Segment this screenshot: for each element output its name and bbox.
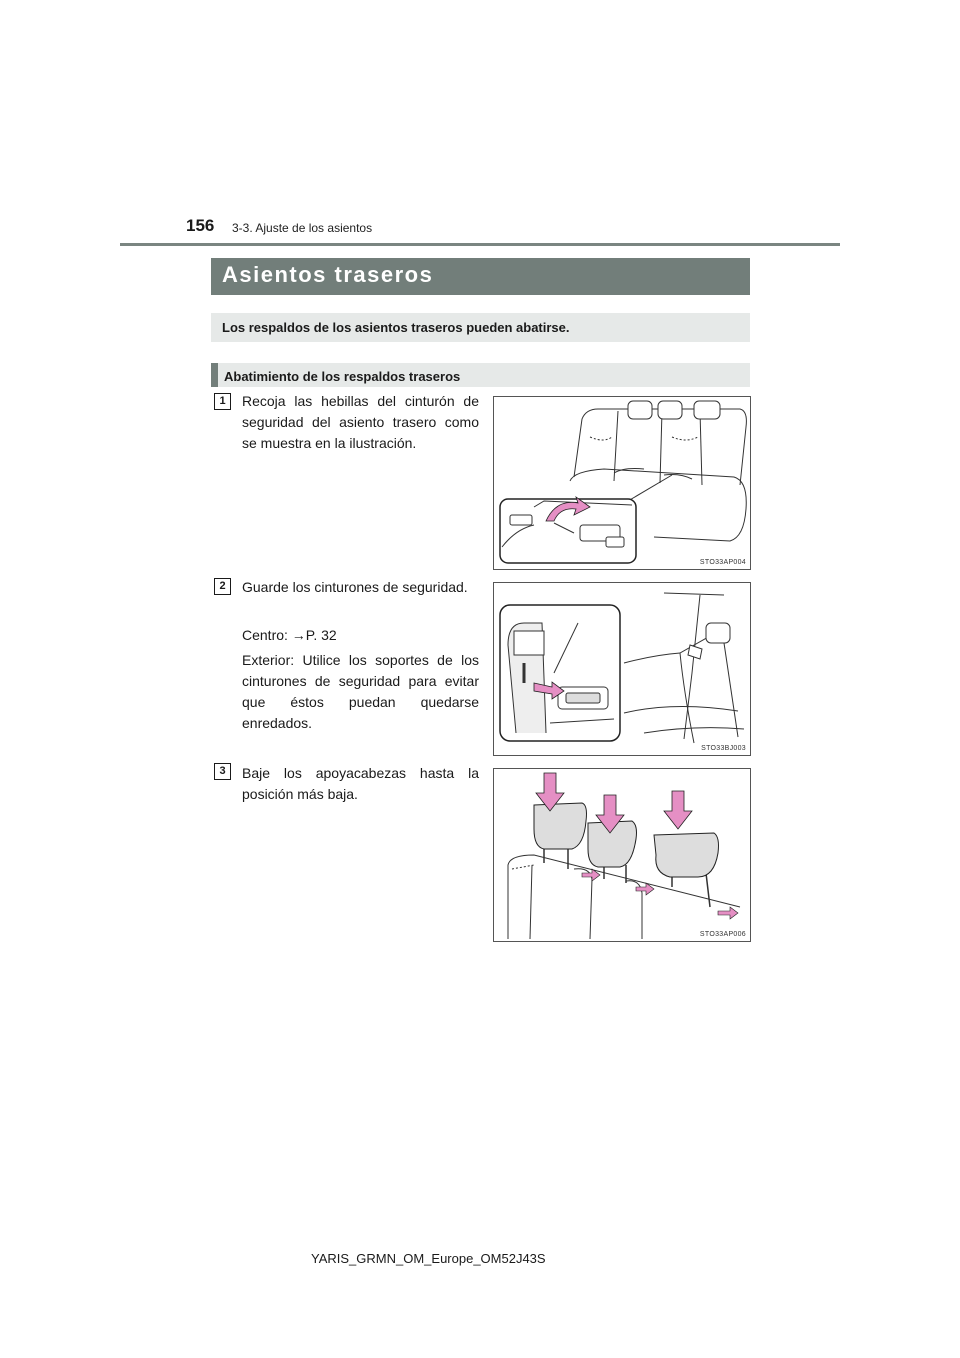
down-arrow-icon xyxy=(664,791,692,829)
headrest-illustration xyxy=(494,769,750,941)
footer-document-id: YARIS_GRMN_OM_Europe_OM52J43S xyxy=(311,1251,546,1266)
step-2-exterior-text: Exterior: Utilice los soportes de los cinturones de seguridad para evitar que éstos puedan quedarse enredados. xyxy=(242,652,479,731)
page-number: 156 xyxy=(186,216,215,235)
figure-belt-holders xyxy=(493,582,751,756)
step-2-text: Guarde los cinturones de seguridad. xyxy=(242,579,468,595)
intro-text: Los respaldos de los asientos traseros pueden abatirse. xyxy=(222,320,570,335)
subheading: Abatimiento de los respaldos traseros xyxy=(224,369,461,384)
step-3-text: Baje los apoyacabezas hasta la posición más baja. xyxy=(242,765,479,802)
step-number-2: 2 xyxy=(214,578,231,595)
belt-holder-illustration xyxy=(494,583,750,755)
step-2-center-ref: Centro: →P. 32 xyxy=(242,627,337,643)
figure-lower-headrests xyxy=(493,768,751,942)
rear-seat-illustration xyxy=(494,397,750,569)
figure-code: STO33AP006 xyxy=(699,931,746,938)
figure-code: STO33BJ003 xyxy=(701,745,746,752)
subheading-accent-bar xyxy=(211,363,218,387)
section-label: 3-3. Ajuste de los asientos xyxy=(232,221,373,235)
step-1-text: Recoja las hebillas del cinturón de seguridad del asiento trasero como se muestra en la ilustración. xyxy=(242,393,479,451)
figure-rear-seat-buckles xyxy=(493,396,751,570)
page-title: Asientos traseros xyxy=(222,262,434,287)
header-rule xyxy=(120,243,840,246)
step-number-3: 3 xyxy=(214,763,231,780)
step-number-1: 1 xyxy=(214,393,231,410)
figure-code: STO33AP004 xyxy=(699,559,746,566)
release-arrow-icon xyxy=(718,907,738,919)
